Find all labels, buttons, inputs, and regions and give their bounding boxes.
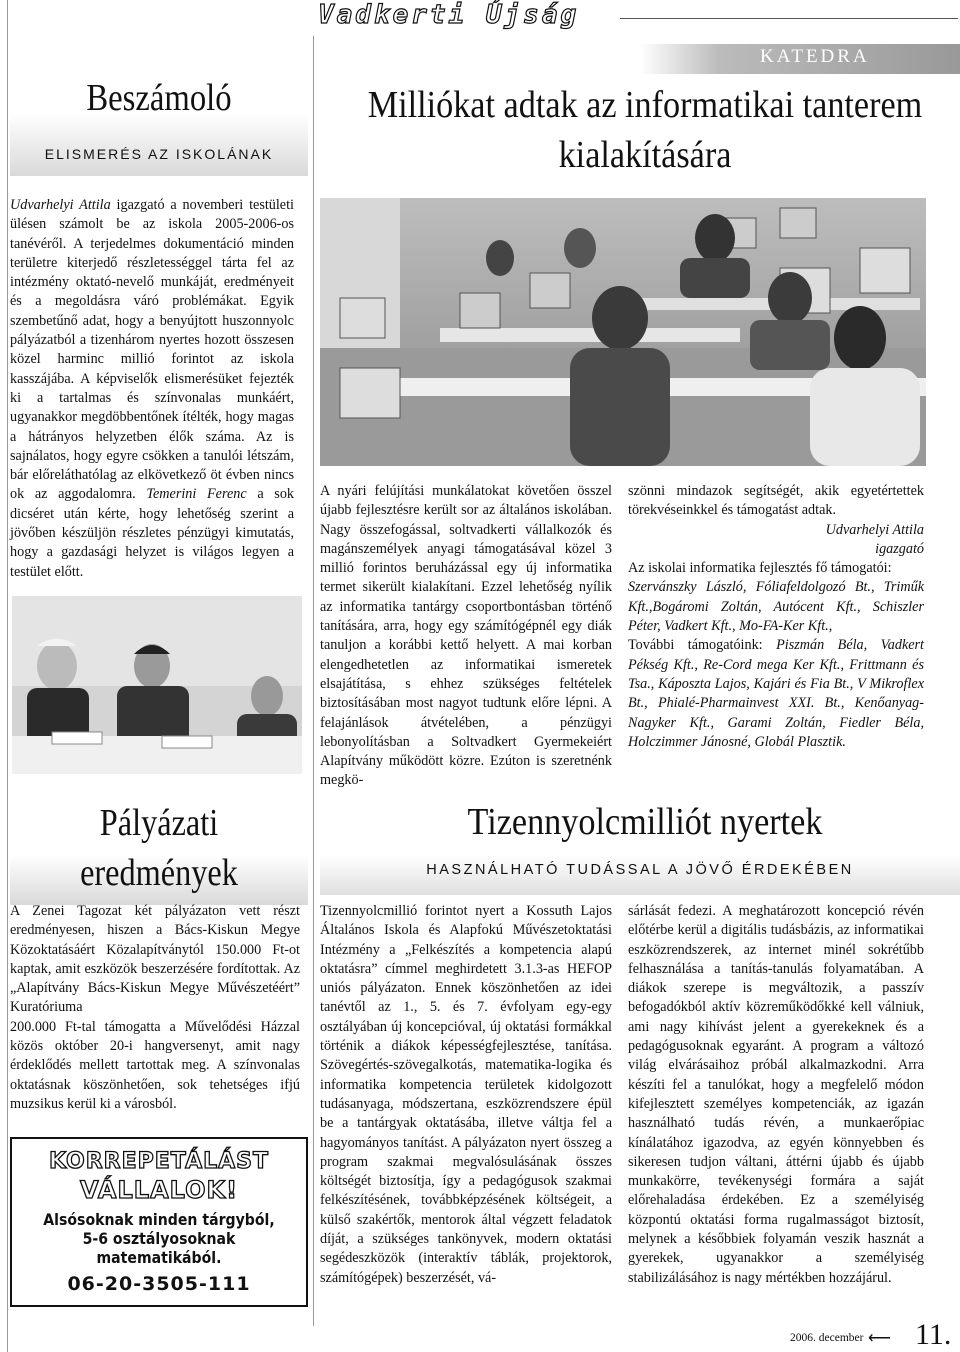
section-label: KATEDRA bbox=[760, 46, 870, 67]
ad-headline-2: VÁLLALOK! bbox=[79, 1176, 239, 1204]
masthead-title: Vadkerti Újság bbox=[318, 0, 580, 30]
text-run: Temerini Ferenc bbox=[146, 486, 247, 503]
ad-line: 5-6 osztályosoknak matematikából. bbox=[82, 1229, 236, 1267]
left-article-body bbox=[10, 196, 294, 582]
sponsor-lead: További támogatóink: bbox=[628, 637, 777, 654]
meeting-photo bbox=[12, 596, 302, 774]
paragraph: 200.000 Ft-tal támogatta a Művelődési Házzal közös október 20-i hangversenyt, amit nagy érdeklődés mellett tartottak meg. A színvonalas oktatásnak köszönhetően, sok tehetséges ifjú muzsikus kerül ki a városból. bbox=[10, 1018, 300, 1112]
ad-headline: KORREPETÁLÁST bbox=[48, 1149, 270, 1174]
sponsor-list: Szervánszky László, Fóliafeldolgozó Bt., Triműk Kft.,Bogáromi Zoltán, Autócent Kft., Schiszler Péter, Vadkert Kft., Mo-FA-Ker Kft., bbox=[628, 579, 924, 635]
left-article-title: Beszámoló bbox=[86, 77, 232, 119]
paragraph: Az iskolai informatika fejlesztés fő támogatói: bbox=[628, 560, 892, 577]
issue-date: 2006. december bbox=[790, 1332, 864, 1344]
main-article-title: Milliókat adtak az informatikai tanterem kialakítására bbox=[367, 84, 923, 176]
palyazati-title: Pályázati eredmények bbox=[80, 802, 238, 894]
page-number: 11. bbox=[915, 1318, 952, 1351]
bottom-article-subtitle: HASZNÁLHATÓ TUDÁSSAL A JÖVŐ ÉRDEKÉBEN bbox=[426, 862, 854, 878]
column-divider-rule bbox=[313, 36, 314, 1326]
text-run: a sok dicséret után kérte, hogy lehetőség szerint a jövőben készüljön részletes pénzügyi kimutatás, hogy a gazdasági helyzet is világos legyen a testület előtt. bbox=[10, 486, 295, 580]
text-run: igazgató a novemberi testületi ülésen számolt be az iskola 2005-2006-os tanévéről. A terjedelmes dokumentáció minden területre kiterjedő részletességgel tárta fel az intézmény oktató-nevelő munkáját, eredményeit és a megoldásra váró problémákat. Egyik szembetűnő adat, hogy a benyújtott huszonnyolc pályázatból a tizenhárom nyertes hozott összesen közel harminc millió forintot az iskola kasszájába. A képviselők elismerésüket fejezték ki a tartalmas és színvonalas munkáért, ugyanakkor megdöbbentőnek ítélték, hogy magas a hátrányos helyzetben élők száma. Az is sajnálatos, hogy egyre csökken a tanulói létszám, bár előreláthatólag az elkövetkező öt évben nincs ok az aggodalomra. bbox=[10, 197, 294, 503]
bottom-article-col1 bbox=[320, 902, 612, 1288]
signature-name: Udvarhelyi Attila bbox=[825, 521, 924, 538]
paragraph: A nyári felújítási munkálatokat követően összel újabb fejlesztésre került sor az általános iskolában. Nagy összefogással, soltvadkerti vállalkozók és magánszemélyek anyagi támogatásával közel 3 millió forintos beruházással egy új informatika termet sikerült kialakítani. Ezzel lehetőség nyílik az informatika tantárgy csoportbontásban történő tanítására, arra, hogy egy számítógépnél egy diák tanuljon a korábbi kettő helyett. A mai korban elengedhetetlen az informatikai ismeretek elsajátítása, s ehhez szükséges feltételek biztosításában most nagyot tudtunk előre lépni. A felajánlások átvételében, a pénzügyi lebonyolításban a Soltvadkert Gyermekeiért Alapítvány működött közre. Ezúton is szeretnénk megkö- bbox=[320, 483, 612, 789]
ad-phone: 06-20-3505-111 bbox=[67, 1273, 251, 1295]
bottom-article-col2 bbox=[628, 902, 924, 1288]
tutoring-ad bbox=[10, 1137, 308, 1307]
computer-lab-photo bbox=[320, 198, 926, 466]
bottom-article-title: Tizennyolcmilliót nyertek bbox=[467, 801, 823, 843]
sponsor-list-2: Piszmán Béla, Vadkert Pékség Kft., Re-Cord mega Ker Kft., Frittmann és Tsa., Káposzta Lajos, Kajári és Fia Bt., V Mikroflex Bt., Phialé-Pharmainvest XXI. Bt., Kenőanyag-Nagyker Kft., Garami Zoltán, Fiedler Béla, Holczimmer Jánosné, Globál Plasztik. bbox=[628, 637, 924, 750]
ad-line: Alsósoknak minden tárgyból, bbox=[43, 1210, 275, 1229]
paragraph: Tizennyolcmillió forintot nyert a Kossuth Lajos Általános Iskola és Alapfokú Művészetoktatási Intézmény a „Felkészítés a kompetencia alapú oktatásra” címmel meghirdetett 3.1.3-as HEFOP uniós pályázaton. Ennek köszönhetően az idei tanévtől az 1., 5. és 7. évfolyam egy-egy osztályában új koncepcióval, új oktatási formákkal történik a diákok képességfejlesztése, tanítása. Szövegértés-szövegalkotás, matematika-logika és informatika kompetencia területek kidolgozott tudásanyaga, módszertana, eszközrendszere épül be a tantárgyak oktatásába, illetve váltja fel a hagyományos tanítást. A pályázaton nyert összeg a program szakmai megvalósulásának összes költségét biztosítja, így a pedagógusok szakmai felkészítésének, továbbképzésének költségeit, a külső szakértők, mentorok által végzett feladatok díját, a szükséges tankönyvek, modern oktatási segédeszközök (interaktív táblák, projektorok, számítógépek) beszerzését, vá- bbox=[320, 903, 612, 1286]
main-article-col2 bbox=[628, 482, 924, 752]
text-run: Udvarhelyi Attila bbox=[10, 197, 111, 213]
paragraph: szönni mindazok segítségét, akik egyetértettek törekvéseinkkel és támogatást adtak. bbox=[628, 483, 924, 519]
arrow-left-icon: ⟵ bbox=[868, 1330, 891, 1347]
left-article-subtitle: ELISMERÉS AZ ISKOLÁNAK bbox=[44, 146, 274, 162]
palyazati-body bbox=[10, 902, 300, 1114]
signature-role: igazgató bbox=[875, 540, 924, 557]
main-article-col1 bbox=[320, 482, 612, 791]
masthead-rule bbox=[620, 18, 958, 19]
left-margin-rule bbox=[7, 0, 8, 1352]
paragraph: A Zenei Tagozat két pályázaton vett részt eredményesen, hiszen a Bács-Kiskun Megye Közoktatásáért Közalapítványtól 150.000 Ft-ot kaptak, amit eszközök beszerzésére fordítottak. Az „Alapítvány Bács-Kiskun Megye Művészetéért” Kuratóriuma bbox=[10, 903, 300, 1016]
paragraph: sárlását fedezi. A meghatározott koncepció révén előtérbe kerül a digitális tudásbázis, az informatikai eszközrendszerek, az internet minél sokrétűbb felhasználása a tanítás-tanulás folyamatában. A diákok szerepe is megváltozik, a passzív befogadókból aktív közreműködőkké kell válniuk, ami nagy kihívást jelent a gyerekeknek és a pedagógusoknak egyaránt. A program a változó világ elvárásaihoz próbál alkalmazkodni. Arra készíti fel a tanulókat, hogy a megfelelő módon kifejlesztett személyes kompetenciák, az igazán használható tudás révén, a munkaerőpiac kínálatához igazodva, az egyén könnyebben és sikeresen tudjon váltani, áttérni újabb és újabb munkakörre, tevékenységi formára a saját előrehaladása érdekében. Ez a személyiség központú oktatási forma rugalmasságot biztosít, melynek a későbbiek folyamán veszik hasznát a gyerekek, ugyanakkor a személyiség stabilizálásához is nagy mértékben hozzájárul. bbox=[628, 903, 924, 1286]
